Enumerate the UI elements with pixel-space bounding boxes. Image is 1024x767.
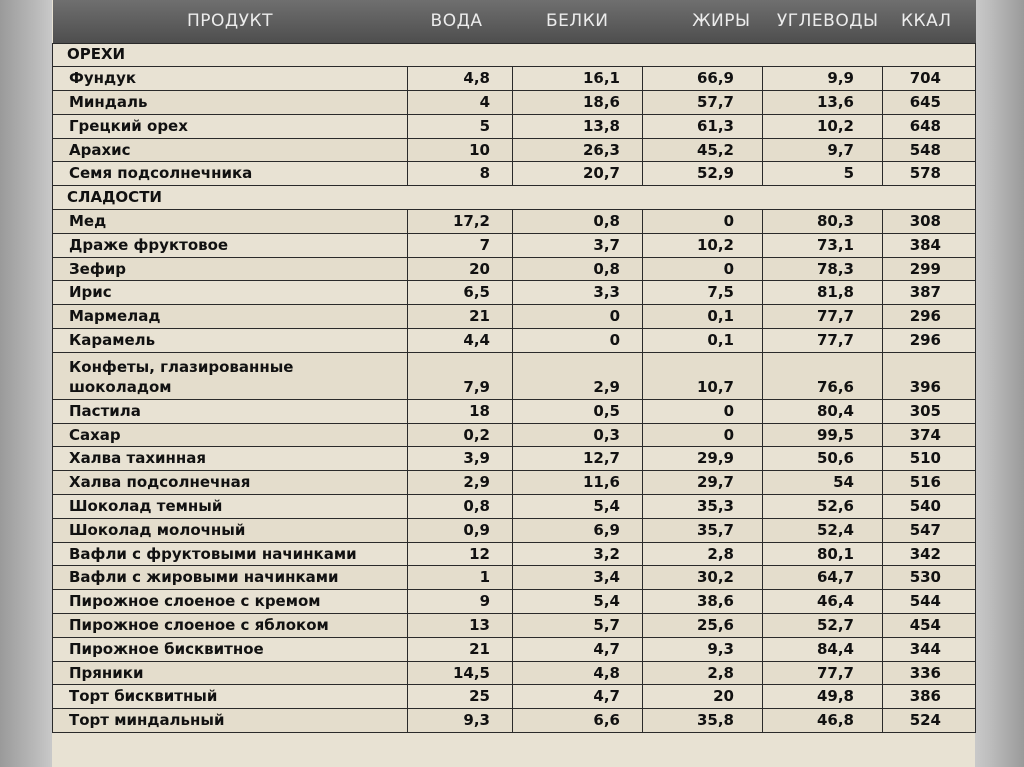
cell-name: Халва тахинная: [53, 447, 408, 471]
cell-protein: 26,3: [513, 138, 643, 162]
cell-water: 17,2: [408, 210, 513, 234]
cell-carbs: 52,7: [763, 614, 883, 638]
cell-carbs: 9,9: [763, 67, 883, 91]
cell-fat: 20: [643, 685, 763, 709]
cell-protein: 0,3: [513, 423, 643, 447]
cell-kcal: 308: [883, 210, 976, 234]
cell-carbs: 13,6: [763, 91, 883, 115]
table-row: [53, 590, 976, 614]
cell-name: Сахар: [53, 423, 408, 447]
cell-fat: 35,3: [643, 495, 763, 519]
cell-water: 0,2: [408, 423, 513, 447]
cell-fat: 57,7: [643, 91, 763, 115]
cell-name: Шоколад темный: [53, 495, 408, 519]
cell-protein: 0: [513, 305, 643, 329]
cell-water: 4: [408, 91, 513, 115]
table-row: [53, 471, 976, 495]
cell-carbs: 80,3: [763, 210, 883, 234]
cell-fat: 9,3: [643, 637, 763, 661]
cell-fat: 0,1: [643, 305, 763, 329]
cell-protein: 0,8: [513, 257, 643, 281]
nutrition-table: [52, 0, 976, 733]
cell-water: 14,5: [408, 661, 513, 685]
cell-fat: 2,8: [643, 661, 763, 685]
cell-kcal: 704: [883, 67, 976, 91]
cell-carbs: 99,5: [763, 423, 883, 447]
cell-water: 10: [408, 138, 513, 162]
table-row: [53, 542, 976, 566]
cell-protein: 16,1: [513, 67, 643, 91]
cell-carbs: 77,7: [763, 329, 883, 353]
cell-name: Семя подсолнечника: [53, 162, 408, 186]
table-row: [53, 447, 976, 471]
cell-protein: 12,7: [513, 447, 643, 471]
cell-fat: 38,6: [643, 590, 763, 614]
cell-carbs: 52,4: [763, 518, 883, 542]
cell-fat: 52,9: [643, 162, 763, 186]
cell-name: Вафли с жировыми начинками: [53, 566, 408, 590]
cell-kcal: 387: [883, 281, 976, 305]
section-header-row: [53, 186, 976, 210]
cell-kcal: 374: [883, 423, 976, 447]
table-row: [53, 614, 976, 638]
cell-kcal: 648: [883, 114, 976, 138]
cell-protein: 13,8: [513, 114, 643, 138]
cell-protein: 6,9: [513, 518, 643, 542]
cell-water: 8: [408, 162, 513, 186]
cell-fat: 0: [643, 423, 763, 447]
cell-kcal: 544: [883, 590, 976, 614]
cell-kcal: 645: [883, 91, 976, 115]
section-header-row: [53, 43, 976, 67]
cell-protein: 2,9: [513, 352, 643, 399]
cell-fat: 10,7: [643, 352, 763, 399]
cell-protein: 11,6: [513, 471, 643, 495]
cell-carbs: 5: [763, 162, 883, 186]
cell-water: 9: [408, 590, 513, 614]
table-row: [53, 67, 976, 91]
cell-name: Торт миндальный: [53, 709, 408, 733]
table-row: [53, 233, 976, 257]
cell-water: 18: [408, 399, 513, 423]
table-row: [53, 329, 976, 353]
header-product: ПРОДУКТ: [53, 0, 408, 43]
cell-protein: 3,3: [513, 281, 643, 305]
cell-protein: 6,6: [513, 709, 643, 733]
table-row: [53, 518, 976, 542]
table-row: [53, 495, 976, 519]
cell-water: 12: [408, 542, 513, 566]
cell-name: Фундук: [53, 67, 408, 91]
cell-fat: 35,8: [643, 709, 763, 733]
cell-name: Пряники: [53, 661, 408, 685]
cell-name: Халва подсолнечная: [53, 471, 408, 495]
cell-water: 4,8: [408, 67, 513, 91]
cell-carbs: 54: [763, 471, 883, 495]
cell-carbs: 46,8: [763, 709, 883, 733]
cell-kcal: 516: [883, 471, 976, 495]
header-kcal: ККАЛ: [883, 0, 976, 43]
cell-name: Торт бисквитный: [53, 685, 408, 709]
table-row: [53, 566, 976, 590]
cell-name: Пирожное слоеное с яблоком: [53, 614, 408, 638]
table-row: [53, 257, 976, 281]
cell-protein: 4,7: [513, 685, 643, 709]
cell-fat: 25,6: [643, 614, 763, 638]
cell-protein: 0: [513, 329, 643, 353]
header-protein: БЕЛКИ: [513, 0, 643, 43]
cell-fat: 29,9: [643, 447, 763, 471]
cell-water: 4,4: [408, 329, 513, 353]
cell-name: Арахис: [53, 138, 408, 162]
cell-carbs: 49,8: [763, 685, 883, 709]
cell-water: 13: [408, 614, 513, 638]
cell-kcal: 540: [883, 495, 976, 519]
cell-name: Зефир: [53, 257, 408, 281]
slide: [52, 0, 975, 767]
cell-kcal: 530: [883, 566, 976, 590]
cell-carbs: 46,4: [763, 590, 883, 614]
cell-name: Конфеты, глазированные шоколадом: [53, 352, 408, 399]
cell-name: Грецкий орех: [53, 114, 408, 138]
table-row: [53, 114, 976, 138]
cell-carbs: 10,2: [763, 114, 883, 138]
cell-kcal: 396: [883, 352, 976, 399]
cell-carbs: 80,4: [763, 399, 883, 423]
cell-kcal: 344: [883, 637, 976, 661]
cell-fat: 0: [643, 210, 763, 234]
cell-kcal: 296: [883, 305, 976, 329]
cell-carbs: 76,6: [763, 352, 883, 399]
cell-carbs: 81,8: [763, 281, 883, 305]
cell-carbs: 52,6: [763, 495, 883, 519]
cell-name: Миндаль: [53, 91, 408, 115]
table-body: [53, 43, 976, 733]
cell-water: 0,8: [408, 495, 513, 519]
cell-protein: 3,7: [513, 233, 643, 257]
cell-name: Пирожное бисквитное: [53, 637, 408, 661]
cell-protein: 20,7: [513, 162, 643, 186]
cell-fat: 29,7: [643, 471, 763, 495]
cell-protein: 3,2: [513, 542, 643, 566]
table-row: [53, 162, 976, 186]
cell-protein: 18,6: [513, 91, 643, 115]
cell-kcal: 386: [883, 685, 976, 709]
cell-kcal: 547: [883, 518, 976, 542]
cell-name: Вафли с фруктовыми начинками: [53, 542, 408, 566]
cell-water: 3,9: [408, 447, 513, 471]
cell-name: Мармелад: [53, 305, 408, 329]
cell-water: 25: [408, 685, 513, 709]
cell-name: Мед: [53, 210, 408, 234]
cell-kcal: 299: [883, 257, 976, 281]
cell-carbs: 50,6: [763, 447, 883, 471]
header-fat: ЖИРЫ: [643, 0, 763, 43]
table-row: [53, 709, 976, 733]
cell-protein: 3,4: [513, 566, 643, 590]
cell-kcal: 510: [883, 447, 976, 471]
cell-protein: 4,7: [513, 637, 643, 661]
cell-name: Пастила: [53, 399, 408, 423]
cell-carbs: 73,1: [763, 233, 883, 257]
cell-carbs: 77,7: [763, 661, 883, 685]
cell-water: 1: [408, 566, 513, 590]
cell-water: 9,3: [408, 709, 513, 733]
table-row: [53, 281, 976, 305]
cell-carbs: 64,7: [763, 566, 883, 590]
cell-protein: 5,4: [513, 495, 643, 519]
cell-name: Шоколад молочный: [53, 518, 408, 542]
cell-kcal: 296: [883, 329, 976, 353]
cell-name: Пирожное слоеное с кремом: [53, 590, 408, 614]
cell-carbs: 77,7: [763, 305, 883, 329]
table-row: [53, 305, 976, 329]
table-row: [53, 352, 976, 399]
cell-protein: 0,5: [513, 399, 643, 423]
table-row: [53, 399, 976, 423]
cell-fat: 66,9: [643, 67, 763, 91]
cell-water: 6,5: [408, 281, 513, 305]
cell-water: 21: [408, 305, 513, 329]
cell-kcal: 384: [883, 233, 976, 257]
cell-kcal: 305: [883, 399, 976, 423]
cell-fat: 45,2: [643, 138, 763, 162]
cell-fat: 7,5: [643, 281, 763, 305]
cell-name: Драже фруктовое: [53, 233, 408, 257]
cell-protein: 5,4: [513, 590, 643, 614]
cell-carbs: 78,3: [763, 257, 883, 281]
cell-protein: 5,7: [513, 614, 643, 638]
table-row: [53, 637, 976, 661]
cell-fat: 35,7: [643, 518, 763, 542]
cell-water: 5: [408, 114, 513, 138]
cell-carbs: 9,7: [763, 138, 883, 162]
table-row: [53, 685, 976, 709]
cell-kcal: 524: [883, 709, 976, 733]
cell-kcal: 454: [883, 614, 976, 638]
table-row: [53, 91, 976, 115]
table-row: [53, 210, 976, 234]
section-title: ОРЕХИ: [53, 43, 976, 67]
header-carbs: УГЛЕВОДЫ: [763, 0, 883, 43]
cell-fat: 0: [643, 399, 763, 423]
cell-fat: 2,8: [643, 542, 763, 566]
cell-water: 20: [408, 257, 513, 281]
cell-fat: 0: [643, 257, 763, 281]
table-row: [53, 423, 976, 447]
cell-kcal: 548: [883, 138, 976, 162]
cell-protein: 0,8: [513, 210, 643, 234]
cell-fat: 61,3: [643, 114, 763, 138]
cell-carbs: 80,1: [763, 542, 883, 566]
table-header-row: [53, 0, 976, 43]
cell-name: Карамель: [53, 329, 408, 353]
cell-fat: 30,2: [643, 566, 763, 590]
cell-name: Ирис: [53, 281, 408, 305]
header-water: ВОДА: [408, 0, 513, 43]
cell-kcal: 342: [883, 542, 976, 566]
table-row: [53, 138, 976, 162]
cell-kcal: 336: [883, 661, 976, 685]
cell-fat: 0,1: [643, 329, 763, 353]
table-row: [53, 661, 976, 685]
cell-kcal: 578: [883, 162, 976, 186]
cell-water: 21: [408, 637, 513, 661]
cell-protein: 4,8: [513, 661, 643, 685]
cell-water: 2,9: [408, 471, 513, 495]
cell-water: 7: [408, 233, 513, 257]
section-title: СЛАДОСТИ: [53, 186, 976, 210]
cell-water: 0,9: [408, 518, 513, 542]
cell-carbs: 84,4: [763, 637, 883, 661]
cell-fat: 10,2: [643, 233, 763, 257]
cell-water: 7,9: [408, 352, 513, 399]
